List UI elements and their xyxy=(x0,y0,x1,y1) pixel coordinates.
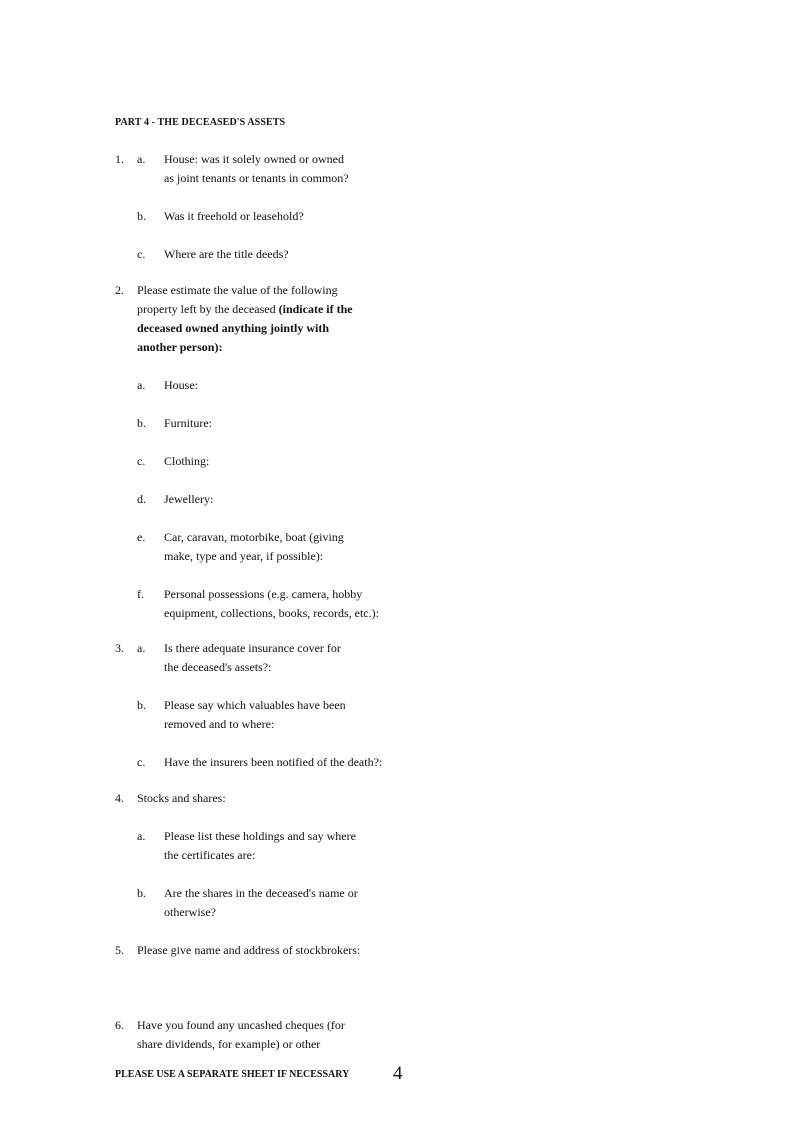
question-2-joint-note-line4: another person): xyxy=(137,340,223,354)
question-4a-text: Please list these holdings and say where xyxy=(164,829,356,843)
question-2f-text: Personal possessions (e.g. camera, hobby xyxy=(164,587,363,601)
question-1c-text: Where are the title deeds? xyxy=(164,247,289,261)
question-1a-text: House: was it solely owned or owned xyxy=(164,152,344,166)
question-2b-letter: b. xyxy=(137,416,146,430)
question-2a-text: House: xyxy=(164,378,198,392)
question-3a-text: Is there adequate insurance cover for xyxy=(164,641,341,655)
question-3b-text-cont: removed and to where: xyxy=(164,717,275,731)
question-3c-text: Have the insurers been notified of the death?: xyxy=(164,755,383,769)
question-1a-letter: a. xyxy=(137,152,146,166)
question-2-text-line2 xyxy=(137,300,353,319)
question-3a-text-cont: the deceased's assets?: xyxy=(164,660,272,674)
footer-note: PLEASE USE A SEPARATE SHEET IF NECESSARY xyxy=(115,1069,350,1080)
question-1b-letter: b. xyxy=(137,209,146,223)
question-6-text-cont: share dividends, for example) or other xyxy=(137,1037,321,1051)
question-3b-letter: b. xyxy=(137,698,146,712)
page-number: 4 xyxy=(393,1063,403,1084)
question-6-number: 6. xyxy=(115,1018,124,1032)
question-5-text: Please give name and address of stockbrokers: xyxy=(137,943,361,957)
question-2-text: Please estimate the value of the following xyxy=(137,283,338,297)
question-1a-text-cont: as joint tenants or tenants in common? xyxy=(164,171,349,185)
question-2d-text: Jewellery: xyxy=(164,492,214,506)
question-2-joint-note-line3: deceased owned anything jointly with xyxy=(137,321,330,335)
question-2a-letter: a. xyxy=(137,378,146,392)
question-4b-text: Are the shares in the deceased's name or xyxy=(164,886,358,900)
question-1-number: 1. xyxy=(115,152,124,166)
question-1c-letter: c. xyxy=(137,247,146,261)
question-5-number: 5. xyxy=(115,943,124,957)
question-2c-text: Clothing: xyxy=(164,454,210,468)
question-2e-text-cont: make, type and year, if possible): xyxy=(164,549,324,563)
question-3b-text: Please say which valuables have been xyxy=(164,698,346,712)
question-2e-text: Car, caravan, motorbike, boat (giving xyxy=(164,530,344,544)
question-2d-letter: d. xyxy=(137,492,146,506)
question-1b-text: Was it freehold or leasehold? xyxy=(164,209,304,223)
question-2f-letter: f. xyxy=(137,587,144,601)
question-2f-text-cont: equipment, collections, books, records, etc.): xyxy=(164,606,379,620)
question-2-joint-note: (indicate if the xyxy=(278,302,353,316)
question-6-text: Have you found any uncashed cheques (for xyxy=(137,1018,345,1032)
question-2-text-line2-normal: property left by the deceased xyxy=(137,302,279,316)
question-4a-letter: a. xyxy=(137,829,146,843)
question-4-number: 4. xyxy=(115,791,124,805)
question-4b-letter: b. xyxy=(137,886,146,900)
question-2e-letter: e. xyxy=(137,530,146,544)
question-4-text: Stocks and shares: xyxy=(137,791,226,805)
question-2c-letter: c. xyxy=(137,454,146,468)
question-3c-letter: c. xyxy=(137,755,146,769)
question-2-number: 2. xyxy=(115,283,124,297)
question-3a-letter: a. xyxy=(137,641,146,655)
question-3-number: 3. xyxy=(115,641,124,655)
question-4a-text-cont: the certificates are: xyxy=(164,848,256,862)
question-4b-text-cont: otherwise? xyxy=(164,905,216,919)
question-2b-text: Furniture: xyxy=(164,416,212,430)
section-title: PART 4 - THE DECEASED'S ASSETS xyxy=(115,117,286,128)
